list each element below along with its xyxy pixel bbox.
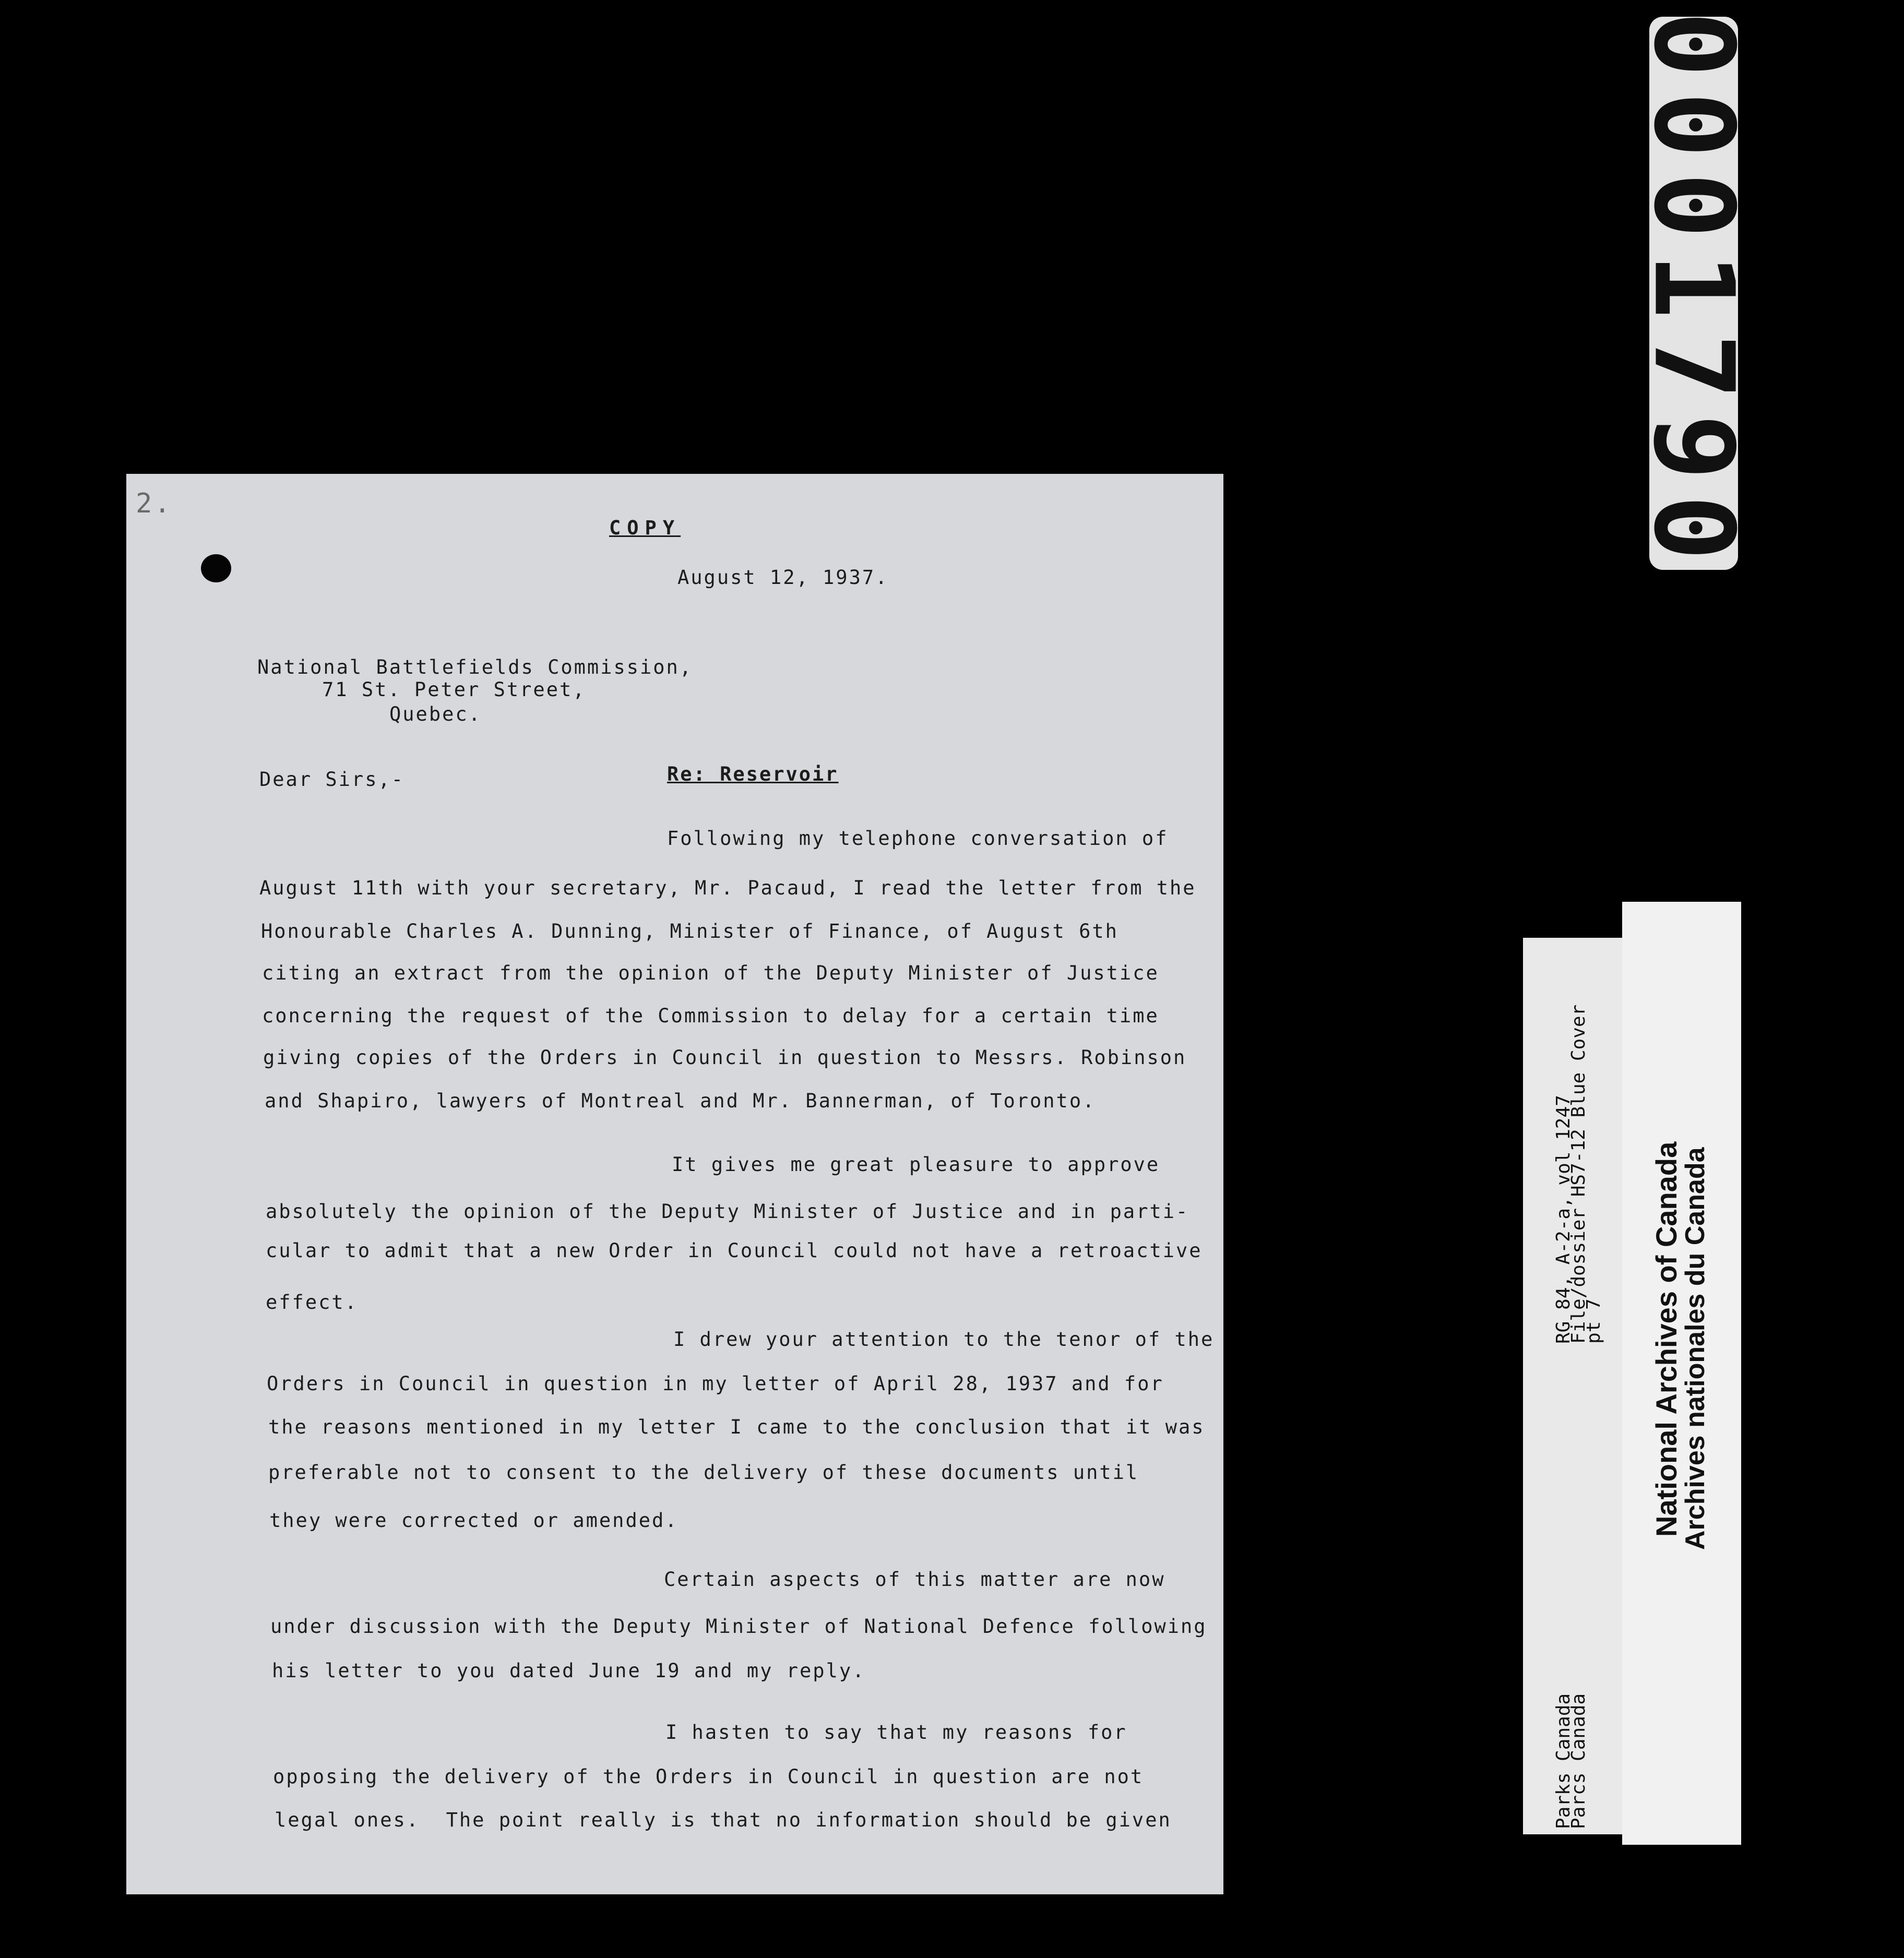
body-line: effect. [266, 1291, 358, 1314]
body-line: and Shapiro, lawyers of Montreal and Mr. Bannerman, of Toronto. [265, 1090, 1096, 1112]
address-line: Quebec. [389, 703, 482, 725]
archives-name-en: National Archives of Canada [1650, 1141, 1683, 1537]
body-line: Honourable Charles A. Dunning, Minister of Finance, of August 6th [261, 920, 1118, 942]
reference-line-file: File/dossier HS7-12 Blue Cover [1568, 1004, 1589, 1344]
salutation: Dear Sirs,- [259, 768, 405, 791]
body-line: It gives me great pleasure to approve [672, 1153, 1160, 1176]
body-line: August 11th with your secretary, Mr. Pacaud, I read the letter from the [259, 877, 1196, 899]
frame-counter-number: 0001790 [1629, 11, 1758, 576]
body-line: opposing the delivery of the Orders in Council in question are not [273, 1765, 1144, 1788]
punch-hole [201, 554, 231, 582]
letter-date: August 12, 1937. [677, 566, 889, 589]
address-line: National Battlefields Commission, [257, 656, 693, 678]
body-line: I hasten to say that my reasons for [665, 1721, 1127, 1744]
body-line: Following my telephone conversation of [667, 827, 1169, 850]
body-line: his letter to you dated June 19 and my reply. [272, 1659, 866, 1682]
body-line: citing an extract from the opinion of the Deputy Minister of Justice [262, 962, 1159, 984]
body-line: under discussion with the Deputy Minister of National Defence following [270, 1615, 1207, 1638]
body-line: preferable not to consent to the delivery of these documents until [268, 1461, 1139, 1484]
address-line: 71 St. Peter Street, [322, 678, 586, 701]
parks-canada-en: Parks Canada [1553, 1693, 1574, 1829]
reference-line-volume: RG 84, A-2-a, vol 1247 [1553, 1095, 1574, 1344]
body-line: absolutely the opinion of the Deputy Minister of Justice and in parti- [266, 1200, 1189, 1223]
parks-canada-fr: Parcs Canada [1568, 1693, 1589, 1829]
body-line: I drew your attention to the tenor of the [673, 1328, 1215, 1351]
body-line: giving copies of the Orders in Council in question to Messrs. Robinson [263, 1046, 1187, 1069]
copy-heading: COPY [609, 517, 681, 539]
archives-name-fr: Archives nationales du Canada [1680, 1147, 1710, 1550]
body-line: legal ones. The point really is that no information should be given [275, 1809, 1172, 1831]
reference-line-part: pt 7 [1583, 1298, 1604, 1344]
subject-line: Re: Reservoir [667, 763, 839, 785]
body-line: cular to admit that a new Order in Council could not have a retroactive [266, 1239, 1203, 1262]
page-number: 2. [136, 488, 173, 519]
body-line: the reasons mentioned in my letter I came to the conclusion that it was [268, 1416, 1205, 1438]
body-line: concerning the request of the Commission to delay for a certain time [262, 1005, 1159, 1027]
body-line: Orders in Council in question in my letter of April 28, 1937 and for [267, 1372, 1164, 1395]
body-line: Certain aspects of this matter are now [664, 1568, 1165, 1591]
body-line: they were corrected or amended. [269, 1509, 679, 1532]
frame-counter [1629, 11, 1758, 576]
